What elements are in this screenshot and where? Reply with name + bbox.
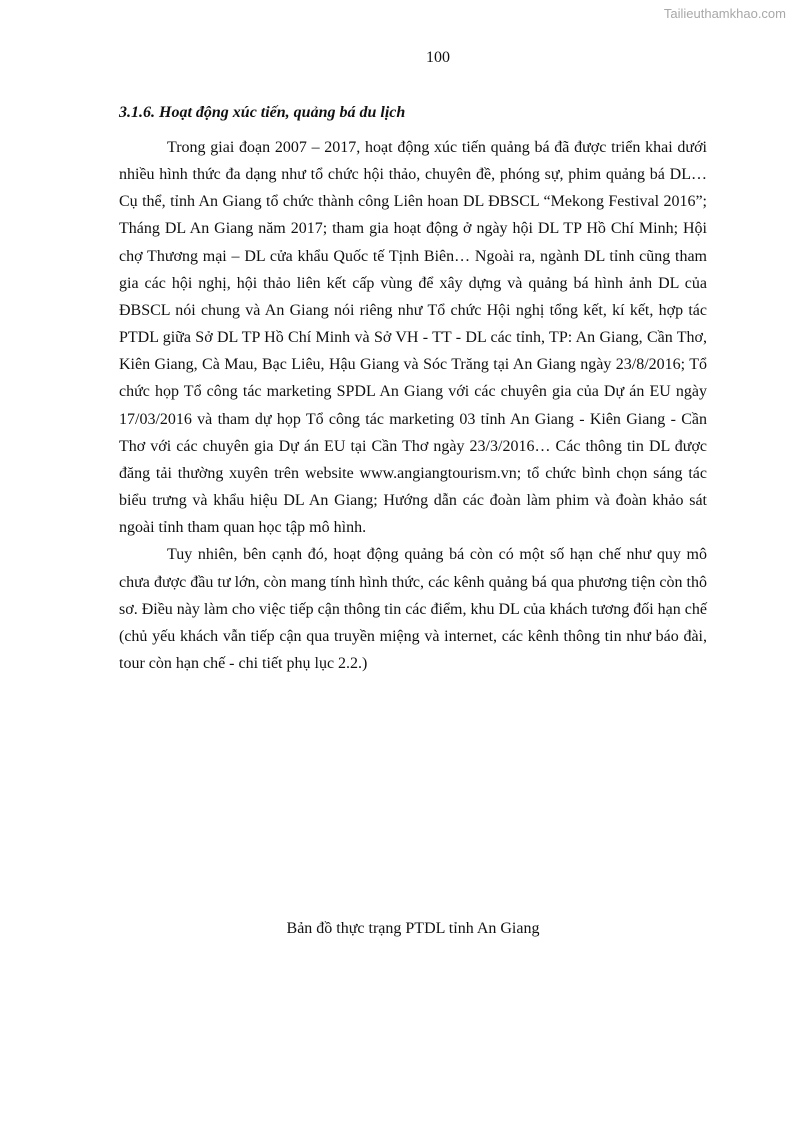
paragraph-limitations: Tuy nhiên, bên cạnh đó, hoạt động quảng bá còn có một số hạn chế như quy mô chưa được đầu tư lớn, còn mang tính hình thức, các kênh quảng bá qua phương tiện còn thô sơ. Điều này làm cho việc tiếp cận thông tin các điểm, khu DL của khách tương đối hạn chế (chủ yếu khách vẫn tiếp cận qua truyền miệng và internet, các kênh thông tin như báo đài, tour còn hạn chế - chi tiết phụ lục 2.2.) [119, 546, 707, 672]
paragraph-promotion-activities: Trong giai đoạn 2007 – 2017, hoạt động xúc tiến quảng bá đã được triển khai dưới nhiều hình thức đa dạng như tổ chức hội thảo, chuyên đề, phóng sự, phim quảng bá DL… Cụ thể, tỉnh An Giang tổ chức thành công Liên hoan DL ĐBSCL “Mekong Festival 2016”; Tháng DL An Giang năm 2017; tham gia hoạt động ở ngày hội DL TP Hồ Chí Minh; Hội chợ Thương mại – DL cửa khẩu Quốc tế Tịnh Biên… Ngoài ra, ngành DL tỉnh cũng tham gia các hội nghị, hội thảo liên kết cấp vùng để xây dựng và quảng bá hình ảnh DL của ĐBSCL nói chung và An Giang nói riêng như Tổ chức Hội nghị tổng kết, kí kết, hợp tác PTDL giữa Sở DL TP Hồ Chí Minh và Sở VH - TT - DL các tỉnh, TP: An Giang, Cần Thơ, Kiên Giang, Cà Mau, Bạc Liêu, Hậu Giang và Sóc Trăng tại An Giang ngày 23/8/2016; Tổ chức họp Tổ công tác marketing SPDL An Giang với các chuyên gia của Dự án EU ngày 17/03/2016 và tham dự họp Tổ công tác marketing 03 tỉnh An Giang - Kiên Giang - Cần Thơ với các chuyên gia Dự án EU tại Cần Thơ ngày 23/3/2016… Các thông tin DL được đăng tải thường xuyên trên website www.angiangtourism.vn; tổ chức bình chọn sáng tác biểu trưng và khẩu hiệu DL An Giang; Hướng dẫn các đoàn làm phim và đoàn khảo sát ngoài tỉnh tham quan học tập mô hình. [119, 139, 707, 537]
page-number: 100 [426, 49, 450, 66]
map-caption: Bản đồ thực trạng PTDL tỉnh An Giang [286, 920, 540, 937]
watermark: Tailieuthamkhao.com [663, 6, 786, 21]
section-heading: 3.1.6. Hoạt động xúc tiến, quảng bá du lịch [119, 104, 406, 121]
body-text [119, 134, 707, 677]
